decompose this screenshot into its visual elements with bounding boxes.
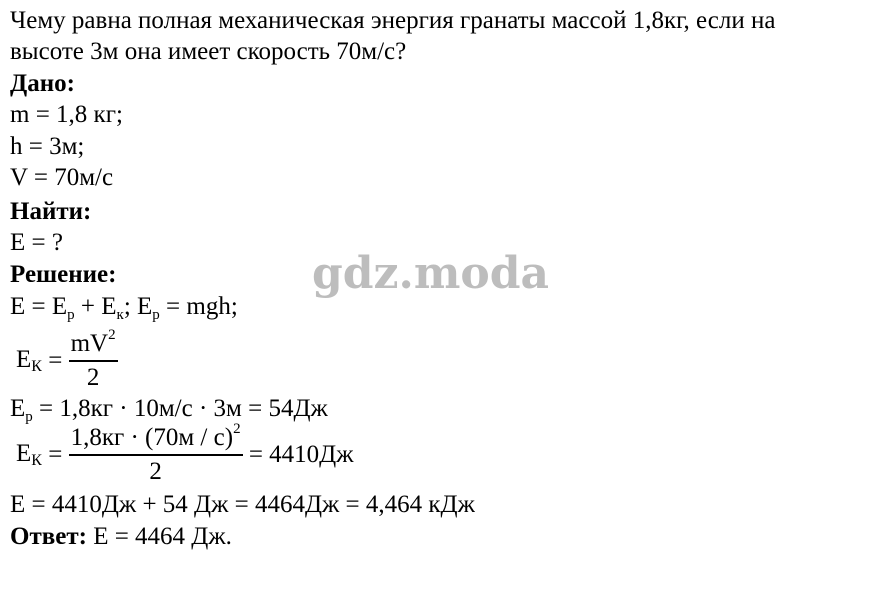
kinetic-calc-numerator: 1,8кг · (70м / с)$^2$: [69, 424, 243, 456]
kinetic-calc-lhs: EК: [16, 440, 42, 469]
find-item: E = ?: [10, 229, 63, 256]
kinetic-calc-eq: =: [41, 441, 69, 468]
kinetic-energy-calc: [16, 421, 354, 486]
formula-kinetic-numerator: $mV^2$: [69, 330, 118, 362]
answer-label: Ответ:: [10, 523, 87, 550]
potential-energy-calc: $E_р = 1,8кг \cdot 10м/с \cdot 3м = 54Дж$: [10, 395, 328, 425]
problem-line-2: высоте 3м она имеет скорость 70м/с?: [10, 38, 407, 65]
given-velocity: V = 70м/с: [10, 164, 114, 191]
formula-total-sep: ; E: [123, 293, 153, 320]
kinetic-calc-fraction: [69, 421, 243, 486]
formula-kinetic-lhs: EК: [16, 346, 42, 375]
formula-total-plus: + E: [74, 293, 117, 320]
kinetic-calc-denominator: 2: [149, 458, 162, 485]
given-height: h = 3м;: [10, 133, 85, 160]
find-heading: Найти:: [10, 198, 92, 225]
given-heading: Дано:: [10, 70, 75, 97]
formula-total-e: E = E: [10, 293, 68, 320]
formula-kinetic-energy: [16, 327, 118, 392]
formula-kinetic-denominator: 2: [86, 364, 100, 391]
formula-kinetic-eq: =: [41, 347, 69, 374]
given-mass: m = 1,8 кг;: [10, 101, 123, 128]
formula-total-energy: [10, 292, 238, 322]
watermark: gdz.moda: [312, 248, 550, 299]
formula-total-rest: = mgh;: [159, 293, 238, 320]
answer: [10, 522, 232, 552]
formula-total-sub-p2: р: [152, 307, 160, 323]
formula-kinetic-fraction: [69, 327, 118, 392]
kinetic-calc-result: = 4410Дж: [242, 441, 354, 468]
answer-value: E = 4464 Дж.: [86, 523, 232, 550]
formula-total-sub-k: к: [116, 307, 124, 323]
total-energy-calc: E = 4410Дж + 54 Дж = 4464Дж = 4,464 кДж: [10, 491, 475, 518]
formula-total-sub-p: р: [67, 307, 75, 323]
solution-heading: Решение:: [10, 261, 117, 288]
problem-line-1: Чему равна полная механическая энергия гранаты массой 1,8кг, если на: [10, 7, 776, 34]
